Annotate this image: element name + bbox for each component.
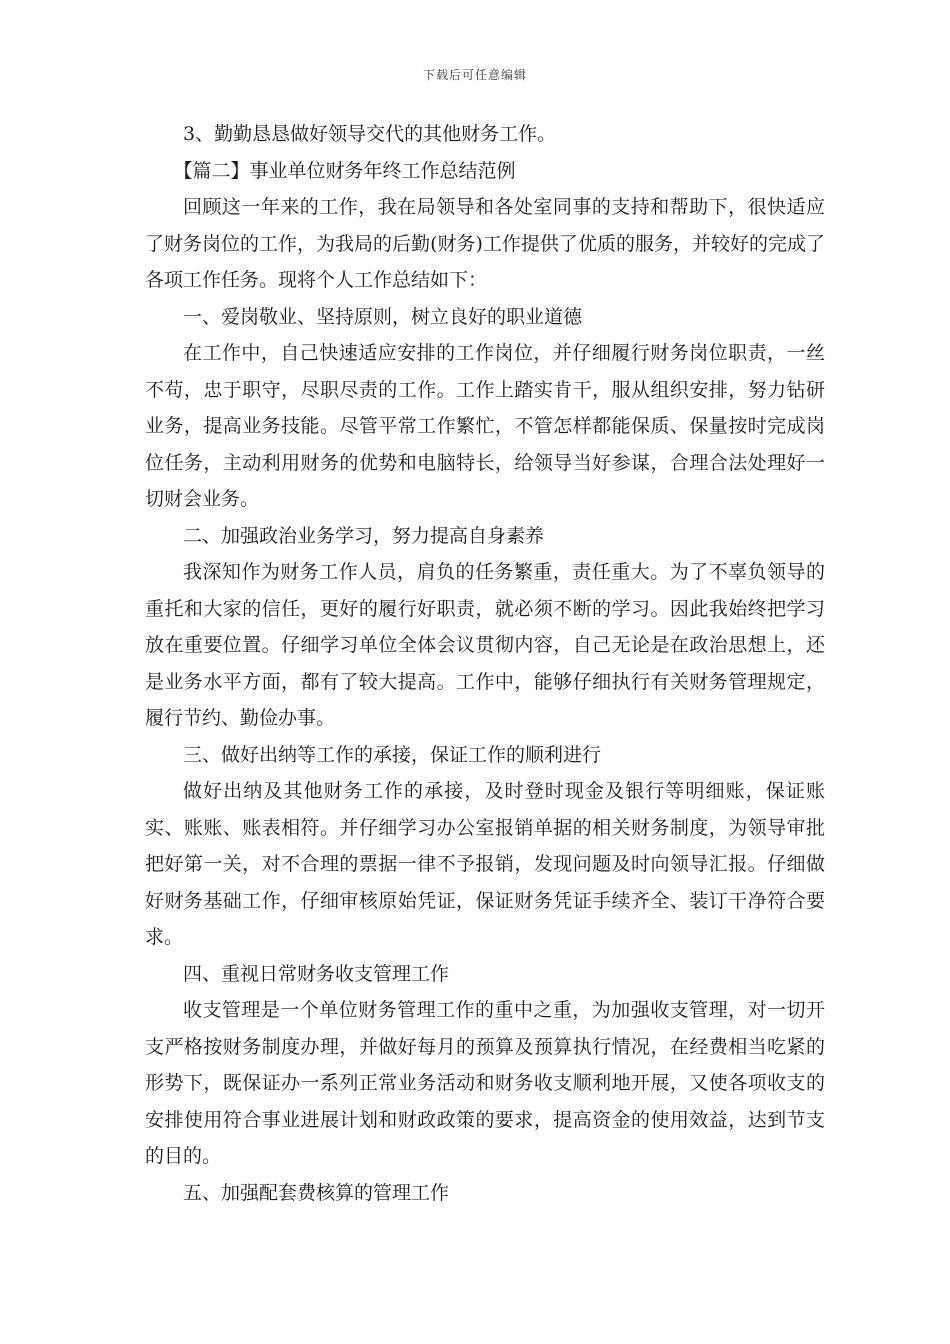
page-header-note: 下载后可任意编辑	[422, 68, 527, 82]
body-paragraph-3: 做好出纳及其他财务工作的承接，及时登时现金及银行等明细账，保证账实、账账、账表相符。并仔细学习办公室报销单据的相关财务制度，为领导审批把好第一关，对不合理的票据一律不予报销，发现问题及时向领导汇报。仔细做好财务基础工作，仔细审核原始凭证，保证财务凭证手续齐全、装订干净符合要求。	[145, 780, 825, 948]
body-paragraph-1: 在工作中，自己快速适应安排的工作岗位，并仔细履行财务岗位职责，一丝不苟，忠于职守，尽职尽责的工作。工作上踏实肯干，服从组织安排，努力钻研业务，提高业务技能。尽管平常工作繁忙，不管怎样都能保质、保量按时完成岗位任务，主动利用财务的优势和电脑特长，给领导当好参谋，合理合法处理好一切财会业务。	[145, 342, 825, 510]
section-heading-4: 四、重视日常财务收支管理工作	[183, 962, 450, 985]
list-item-paragraph: 3、勤勤恳恳做好领导交代的其他财务工作。	[183, 123, 557, 145]
section-heading-3: 三、做好出纳等工作的承接，保证工作的顺利进行	[183, 743, 602, 766]
section-heading-2: 二、加强政治业务学习，努力提高自身素养	[183, 524, 545, 547]
section-title: 【篇二】事业单位财务年终工作总结范例	[173, 159, 516, 182]
section-heading-1: 一、爱岗敬业、坚持原则，树立良好的职业道德	[183, 305, 583, 328]
document-body	[145, 116, 825, 1211]
body-paragraph-4: 收支管理是一个单位财务管理工作的重中之重，为加强收支管理，对一切开支严格按财务制度办理，并做好每月的预算及预算执行情况，在经费相当吃紧的形势下，既保证办一系列正常业务活动和财务收支顺利地开展，又使各项收支的安排使用符合事业进展计划和财政政策的要求，提高资金的使用效益，达到节支的目的。	[145, 999, 825, 1167]
intro-paragraph: 回顾这一年来的工作，我在局领导和各处室同事的支持和帮助下，很快适应了财务岗位的工作，为我局的后勤(财务)工作提供了优质的服务，并较好的完成了各项工作任务。现将个人工作总结如下：	[145, 196, 825, 291]
body-paragraph-2: 我深知作为财务工作人员，肩负的任务繁重，责任重大。为了不辜负领导的重托和大家的信任，更好的履行好职责，就必须不断的学习。因此我始终把学习放在重要位置。仔细学习单位全体会议贯彻内容，自己无论是在政治思想上，还是业务水平方面，都有了较大提高。工作中，能够仔细执行有关财务管理规定，履行节约、勤俭办事。	[145, 561, 825, 729]
section-heading-5: 五、加强配套费核算的管理工作	[183, 1181, 450, 1204]
